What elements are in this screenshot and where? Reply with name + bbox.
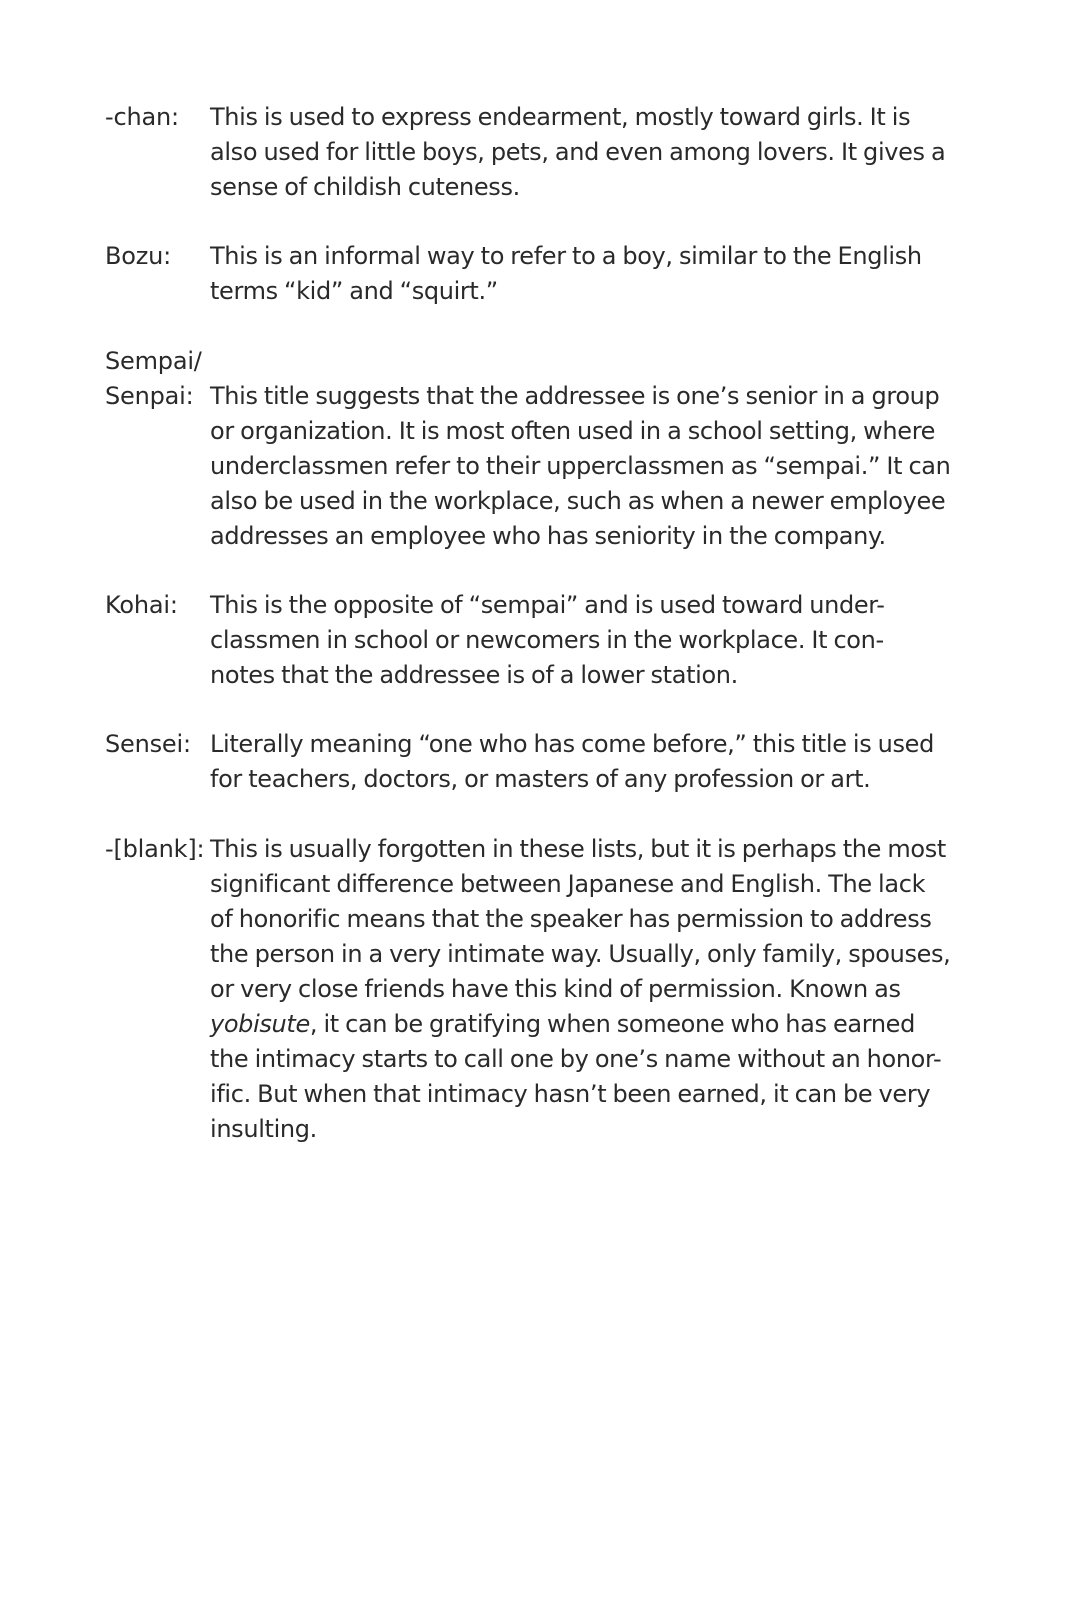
- definition-sensei: [210, 727, 970, 797]
- definition-kohai: [210, 588, 970, 693]
- definition-line-rest: , it can be gratifying when someone who has earned: [309, 1010, 915, 1038]
- definition-line: the intimacy starts to call one by one’s name without an honor-: [210, 1045, 942, 1073]
- definition-line: significant difference between Japanese and English. The lack: [210, 870, 926, 898]
- definition-line: of honorific means that the speaker has permission to address: [210, 905, 932, 933]
- definition-line: or organization. It is most often used in a school setting, where: [210, 417, 936, 445]
- definition-line: sense of childish cuteness.: [210, 173, 520, 201]
- definition-line: classmen in school or newcomers in the workplace. It con-: [210, 626, 884, 654]
- definition-line: for teachers, doctors, or masters of any profession or art.: [210, 765, 871, 793]
- definition-line: This title suggests that the addressee is one’s senior in a group: [210, 382, 940, 410]
- term-senpai: Senpai:: [105, 382, 194, 410]
- definition-line: or very close friends have this kind of permission. Known as: [210, 975, 901, 1003]
- definition-line: the person in a very intimate way. Usually, only family, spouses,: [210, 940, 951, 968]
- definition-line: ific. But when that intimacy hasn’t been earned, it can be very: [210, 1080, 931, 1108]
- term-blank: -[blank]:: [105, 835, 205, 863]
- definition-bozu: [210, 239, 970, 309]
- term-kohai: Kohai:: [105, 591, 178, 619]
- definition-line-italic: [210, 1007, 970, 1042]
- definition-line: Literally meaning “one who has come before,” this title is used: [210, 730, 934, 758]
- definition-line: This is usually forgotten in these lists, but it is perhaps the most: [210, 835, 946, 863]
- term-bozu: Bozu:: [105, 242, 172, 270]
- definition-line: notes that the addressee is of a lower station.: [210, 661, 738, 689]
- term-chan: -chan:: [105, 103, 179, 131]
- definition-chan: [210, 100, 970, 205]
- term-sempai-prefix: Sempai/: [105, 347, 202, 375]
- definition-line: This is used to express endearment, mostly toward girls. It is: [210, 103, 911, 131]
- definition-senpai: [210, 379, 970, 554]
- definition-line: underclassmen refer to their upperclassmen as “sempai.” It can: [210, 452, 951, 480]
- italic-term-yobisute: yobisute: [210, 1010, 310, 1038]
- definition-line: This is the opposite of “sempai” and is used toward under-: [210, 591, 885, 619]
- definition-line: addresses an employee who has seniority in the company.: [210, 522, 886, 550]
- definition-line: This is an informal way to refer to a boy, similar to the English: [210, 242, 922, 270]
- definition-line: terms “kid” and “squirt.”: [210, 277, 498, 305]
- definition-line: also used for little boys, pets, and even among lovers. It gives a: [210, 138, 946, 166]
- definition-line: also be used in the workplace, such as when a newer employee: [210, 487, 946, 515]
- definition-blank: [210, 832, 970, 1147]
- term-sensei: Sensei:: [105, 730, 191, 758]
- definition-line: insulting.: [210, 1115, 317, 1143]
